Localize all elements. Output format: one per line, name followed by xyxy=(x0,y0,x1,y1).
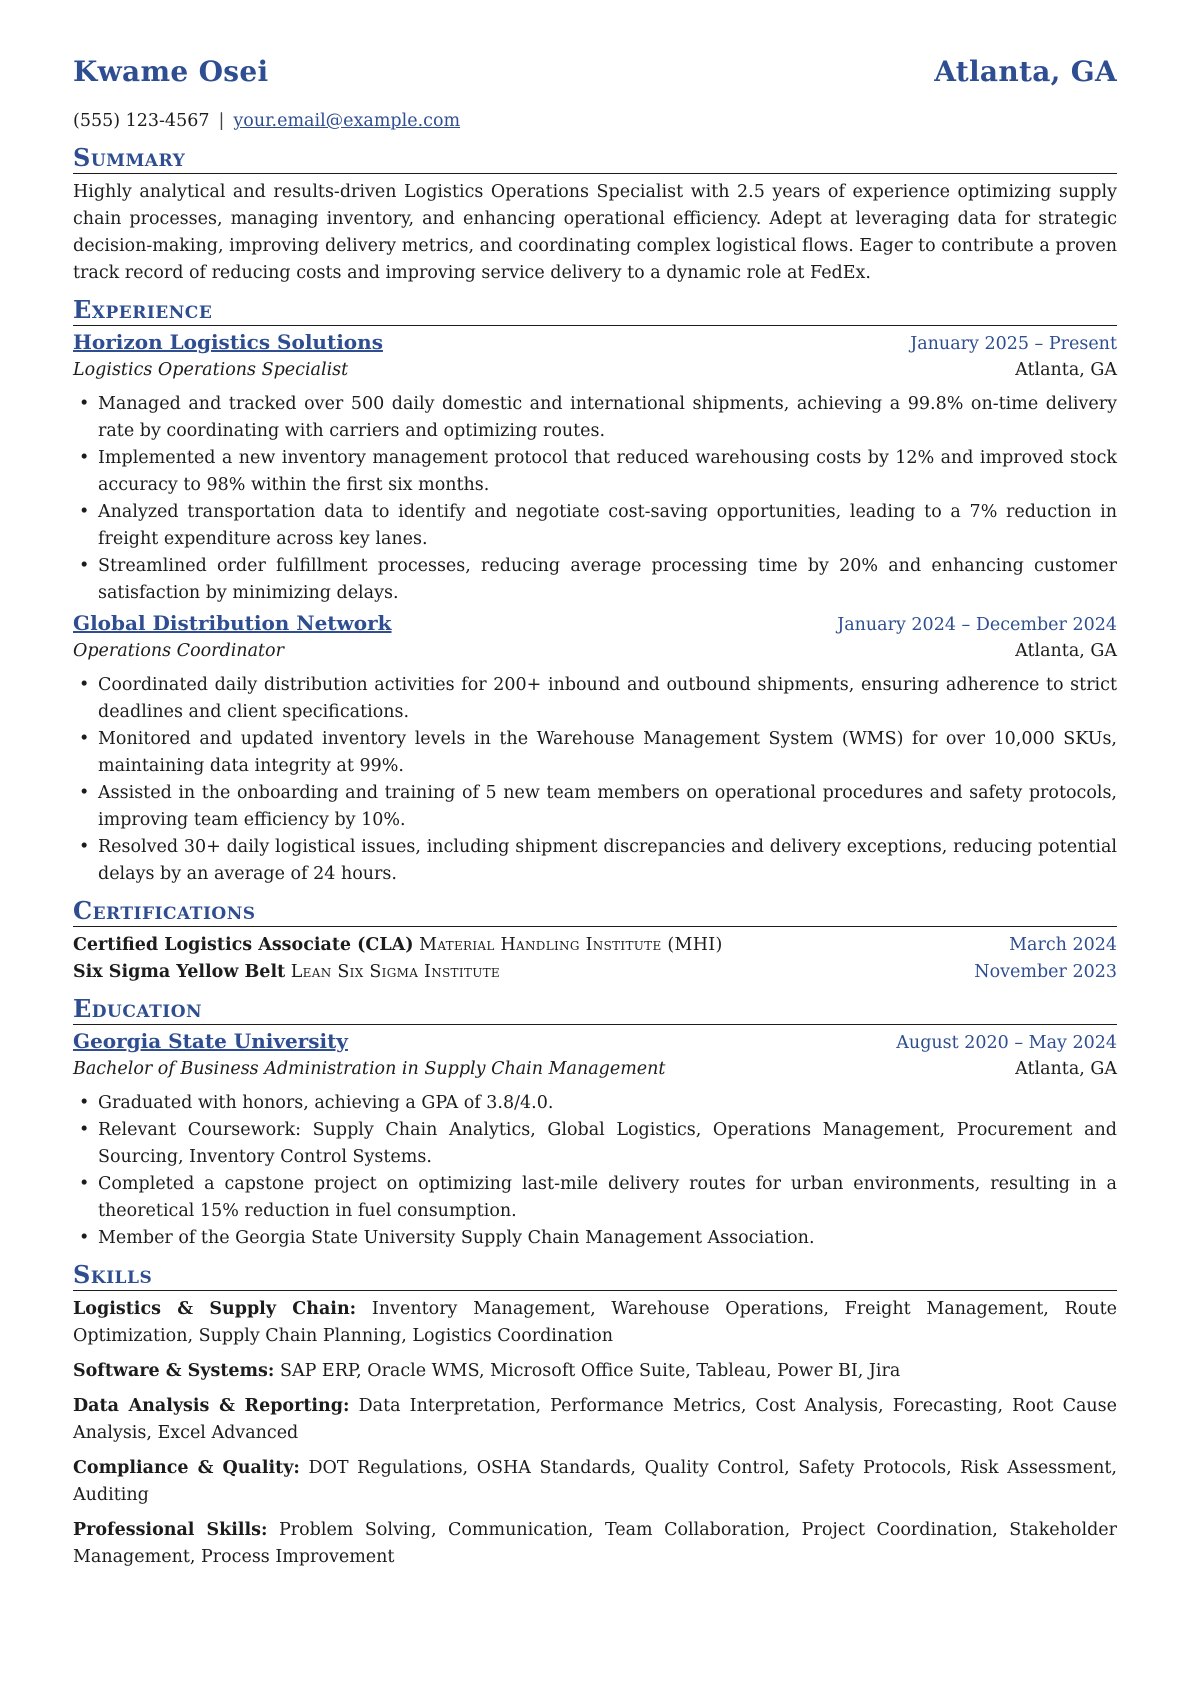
certification-name: Six Sigma Yellow Belt xyxy=(73,962,286,982)
contact-line xyxy=(73,108,1117,135)
list-item: • Coordinated daily distribution activities for 200+ inbound and outbound shipments, ensuring adherence to strict deadlines and client specifications. xyxy=(73,672,1117,726)
skill-text: Inventory Management, Warehouse Operations, Freight Management, Route Optimization, Supply Chain Planning, Logistics Coordination xyxy=(73,1299,1117,1346)
certifications-list xyxy=(73,932,1117,986)
list-item: • Completed a capstone project on optimizing last-mile delivery routes for urban environments, resulting in a theoretical 15% reduction in fuel consumption. xyxy=(73,1171,1117,1225)
job-role: Operations Coordinator xyxy=(73,641,284,661)
certification-name: Certified Logistics Associate (CLA) xyxy=(73,935,414,955)
certification-date: March 2024 xyxy=(1009,935,1117,955)
certification-date: November 2023 xyxy=(974,962,1117,982)
candidate-location: Atlanta, GA xyxy=(934,55,1117,88)
job-dates: January 2024 – December 2024 xyxy=(837,615,1117,635)
job-role: Logistics Operations Specialist xyxy=(73,360,349,380)
education-bullets xyxy=(73,1090,1117,1252)
education-dates: August 2020 – May 2024 xyxy=(896,1033,1117,1053)
certifications-heading: Certifications xyxy=(73,897,1117,927)
list-item: • Assisted in the onboarding and training of 5 new team members on operational procedures and safety protocols, improving team efficiency by 10%. xyxy=(73,780,1117,834)
email-link[interactable]: your.email@example.com xyxy=(233,111,461,131)
skill-label: Data Analysis & Reporting: xyxy=(73,1396,350,1416)
degree: Bachelor of Business Administration in Supply Chain Management xyxy=(73,1059,666,1079)
summary-heading: Summary xyxy=(73,144,1117,174)
list-item: • Resolved 30+ daily logistical issues, including shipment discrepancies and delivery exceptions, reducing potential delays by an average of 24 hours. xyxy=(73,834,1117,888)
skill-row xyxy=(73,1358,1117,1385)
skills-list xyxy=(73,1296,1117,1571)
school-link[interactable]: Georgia State University xyxy=(73,1029,348,1053)
list-item: • Monitored and updated inventory levels in the Warehouse Management System (WMS) for over 10,000 SKUs, maintaining data integrity at 99%. xyxy=(73,726,1117,780)
list-item: • Managed and tracked over 500 daily domestic and international shipments, achieving a 99.8% on-time delivery rate by coordinating with carriers and optimizing routes. xyxy=(73,391,1117,445)
skill-label: Logistics & Supply Chain: xyxy=(73,1299,357,1319)
skill-row xyxy=(73,1517,1117,1571)
skill-row xyxy=(73,1455,1117,1509)
job-bullets xyxy=(73,672,1117,888)
experience-entry xyxy=(73,610,1117,888)
skill-row xyxy=(73,1296,1117,1350)
skill-text: Problem Solving, Communication, Team Collaboration, Project Coordination, Stakeholder Management, Process Improvement xyxy=(73,1520,1117,1567)
experience-heading: Experience xyxy=(73,296,1117,326)
experience-entry xyxy=(73,329,1117,607)
list-item: • Analyzed transportation data to identify and negotiate cost-saving opportunities, leading to a 7% reduction in freight expenditure across key lanes. xyxy=(73,499,1117,553)
skill-text: Data Interpretation, Performance Metrics, Cost Analysis, Forecasting, Root Cause Analysis, Excel Advanced xyxy=(73,1396,1117,1443)
job-dates: January 2025 – Present xyxy=(910,334,1117,354)
list-item: • Streamlined order fulfillment processes, reducing average processing time by 20% and enhancing customer satisfaction by minimizing delays. xyxy=(73,553,1117,607)
company-link[interactable]: Horizon Logistics Solutions xyxy=(73,330,383,354)
list-item: • Relevant Coursework: Supply Chain Analytics, Global Logistics, Operations Management, Procurement and Sourcing, Inventory Control Systems. xyxy=(73,1117,1117,1171)
job-bullets xyxy=(73,391,1117,607)
contact-separator: | xyxy=(218,111,225,131)
education-entry xyxy=(73,1028,1117,1252)
header xyxy=(73,55,1117,106)
job-location: Atlanta, GA xyxy=(1015,641,1117,661)
candidate-name: Kwame Osei xyxy=(73,55,269,88)
certification-issuer: Lean Six Sigma Institute xyxy=(290,962,500,982)
certification-row xyxy=(73,959,1117,986)
list-item: • Member of the Georgia State University Supply Chain Management Association. xyxy=(73,1225,1117,1252)
certification-row xyxy=(73,932,1117,959)
list-item: • Graduated with honors, achieving a GPA of 3.8/4.0. xyxy=(73,1090,1117,1117)
job-location: Atlanta, GA xyxy=(1015,360,1117,380)
skill-label: Professional Skills: xyxy=(73,1520,268,1540)
list-item: • Implemented a new inventory management protocol that reduced warehousing costs by 12% and improved stock accuracy to 98% within the first six months. xyxy=(73,445,1117,499)
education-heading: Education xyxy=(73,995,1117,1025)
certification-issuer: Material Handling Institute (MHI) xyxy=(419,935,723,955)
phone-number: (555) 123-4567 xyxy=(73,111,210,131)
summary-text: Highly analytical and results-driven Logistics Operations Specialist with 2.5 years of experience optimizing supply chain processes, managing inventory, and enhancing operational efficiency. Adept at leveraging data for strategic decision-making, improving delivery metrics, and coordinating complex logistical flows. Eager to contribute a proven track record of reducing costs and improving service delivery to a dynamic role at FedEx. xyxy=(73,182,1117,283)
skill-text: SAP ERP, Oracle WMS, Microsoft Office Suite, Tableau, Power BI, Jira xyxy=(279,1361,901,1381)
education-location: Atlanta, GA xyxy=(1015,1059,1117,1079)
skill-label: Compliance & Quality: xyxy=(73,1458,300,1478)
company-link[interactable]: Global Distribution Network xyxy=(73,611,392,635)
skill-text: DOT Regulations, OSHA Standards, Quality Control, Safety Protocols, Risk Assessment, Auditing xyxy=(73,1458,1117,1505)
skills-heading: Skills xyxy=(73,1261,1117,1291)
skill-label: Software & Systems: xyxy=(73,1361,275,1381)
skill-row xyxy=(73,1393,1117,1447)
